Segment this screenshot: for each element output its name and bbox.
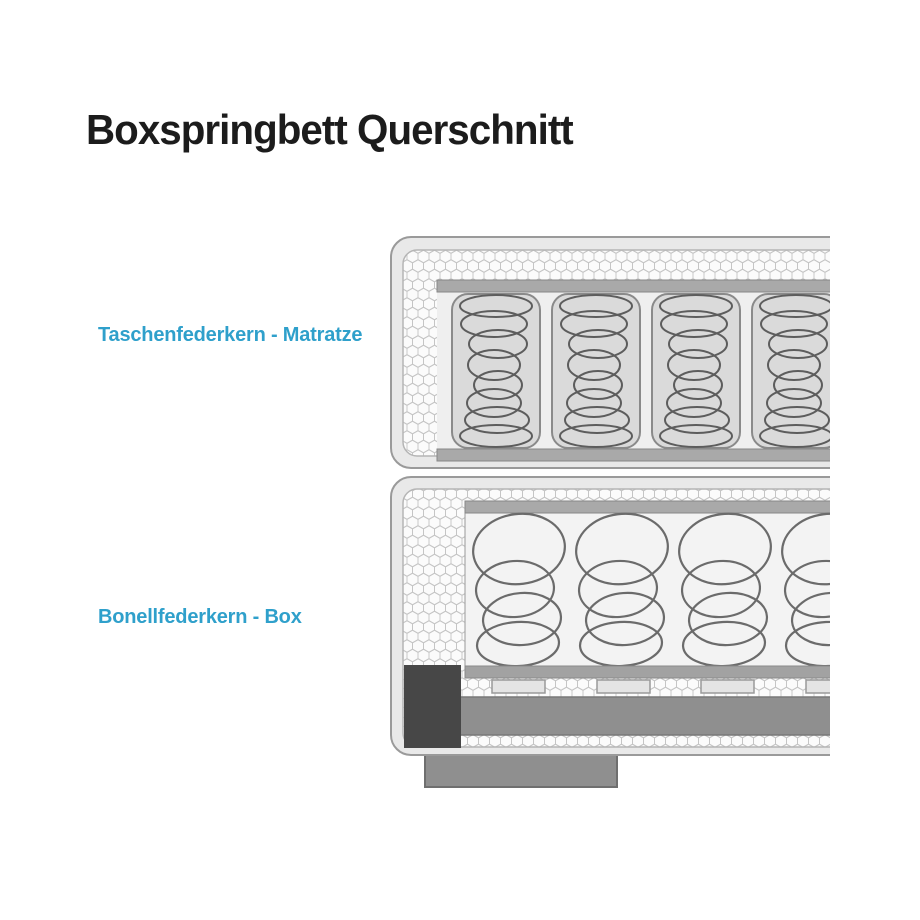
box-foot-leg (425, 754, 617, 787)
pocket-spring (452, 294, 540, 448)
box-corner-block (404, 665, 461, 748)
box-slat (597, 680, 650, 693)
mattress-section (391, 237, 860, 468)
box-section (391, 477, 878, 787)
label-bonellfederkern-box: Bonellfederkern - Box (98, 606, 302, 628)
box-bottom-support-bar (465, 666, 860, 678)
box-top-support-bar (465, 501, 860, 513)
page-title: Boxspringbett Querschnitt (86, 106, 573, 153)
label-taschenfederkern-matratze: Taschenfederkern - Matratze (98, 324, 363, 346)
mattress-bottom-support-bar (437, 449, 860, 461)
pocket-spring (552, 294, 640, 448)
box-base-frame-bar (460, 697, 860, 735)
pocket-spring (752, 294, 840, 448)
box-slat (701, 680, 754, 693)
box-slat (492, 680, 545, 693)
pocket-spring (652, 294, 740, 448)
box-slat (806, 680, 859, 693)
mattress-top-support-bar (437, 280, 860, 292)
